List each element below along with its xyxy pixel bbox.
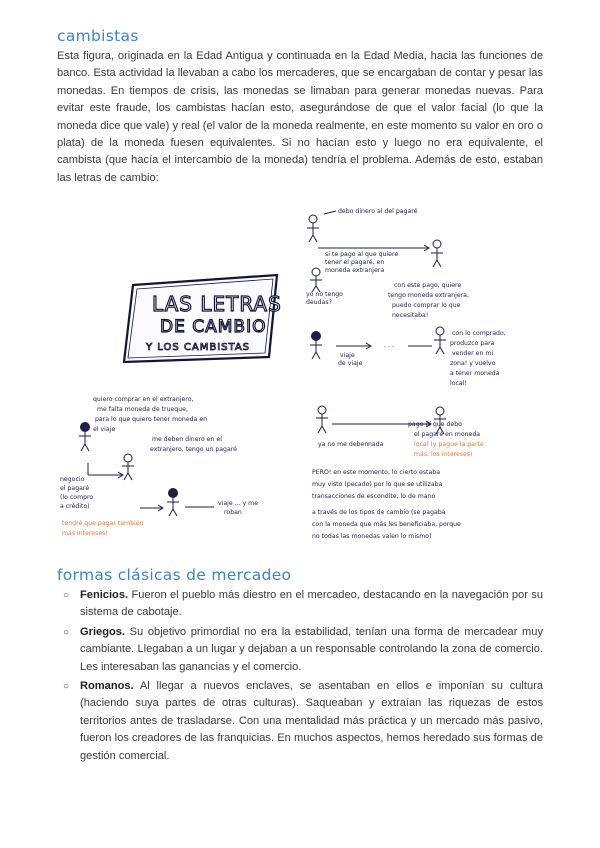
note-con-lo-comprado: con lo comprado, <box>452 330 506 337</box>
stick-figure-robbed <box>167 488 179 516</box>
list-item-romanos <box>57 678 543 765</box>
note-con-la-moneda: con la moneda que más les beneficiaba, porque <box>312 521 461 528</box>
term-romanos: Romanos. <box>80 680 134 693</box>
note-pagare-moneda: el pagaré en moneda <box>414 431 481 438</box>
note-transacciones: transacciones de escondite, lo de mano <box>312 493 436 500</box>
note-para-lo-que: para lo que quiero tener moneda en <box>95 416 208 423</box>
note-de-viaje: de viaje <box>338 360 363 367</box>
note-tengo-moneda: tengo moneda extranjera, <box>388 292 469 299</box>
note-pero: PERO! en este momento, lo cierto estaba <box>312 469 440 476</box>
note-tendre-intereses: tendré que pagar también <box>62 520 144 527</box>
bullet-icon: ○ <box>63 590 70 601</box>
stick-figure-creditor <box>122 454 134 480</box>
sign-line-3: Y LOS CAMBISTAS <box>146 342 251 353</box>
note-quiero-comprar: quiero comprar en el extranjero, <box>93 396 194 403</box>
list-item-griegos <box>57 624 543 676</box>
text-griegos: Su objetivo primordial no era la estabilidad, tenían una forma de mercadear muy cambiante. Llegaban a un lugar y dejaban a un responsable controlando la zona de comercio. Les interesaban las ganancias y el comercio. <box>80 625 543 673</box>
note-viaje-y-me: viaje ... y me <box>218 500 258 507</box>
note-moneda-extranjera: moneda extranjera <box>325 267 385 274</box>
note-el-pagare: el pagaré <box>60 485 90 492</box>
bullet-icon: ○ <box>63 626 70 638</box>
list-item-fenicios <box>57 587 543 622</box>
note-a-tener: a tener moneda <box>450 370 500 377</box>
section-title-formas-mercadeo: formas clásicas de mercadeo <box>57 566 292 584</box>
note-vender: vender en mi <box>452 350 494 357</box>
stick-figure-producer <box>434 327 446 354</box>
sign-line-2: DE CAMBIO <box>160 317 267 337</box>
stick-figure-payer <box>316 406 328 433</box>
note-debo-dinero: debo dinero al del pagaré <box>338 208 418 215</box>
note-local-paga: local (y pague la parte <box>414 441 484 448</box>
note-zona: zona! y vuelvo <box>450 360 496 367</box>
stick-figure-traveler <box>310 331 322 359</box>
bullet-icon: ○ <box>63 681 70 693</box>
text-fenicios: Fueron el pueblo más diestro en el mercadeo, destacando en la navegación por su sistema de cabotaje. <box>80 589 543 619</box>
note-local: local! <box>450 380 467 387</box>
note-nada: nada <box>368 441 384 448</box>
note-si-te-pago: si te pago al que quiere <box>325 251 399 258</box>
note-mas-intereses2: más, los intereses) <box>414 451 473 458</box>
note-deudas: deudas? <box>306 299 332 306</box>
note-no-todas: no todas las monedas valen lo mismo) <box>312 533 432 540</box>
note-me-falta: me falta moneda de trueque, <box>97 406 188 413</box>
note-negocio: negocio <box>60 476 85 483</box>
stick-figure-buyer <box>79 422 91 451</box>
letras-de-cambio-sign <box>124 275 282 362</box>
text-romanos: Al llegar a nuevos enclaves, se asentaban en ellos e imponían su cultura (haciendo suya partes de otras culturas). Saqueaban y extraían las riquezas de estos territorios antes de trasladarse. Con una mentalidad más práctica y un mercado más pasivo, fueron los creadores de las franquicias. En muchos aspectos, hemos heredado sus formas de gestión comercial. <box>80 680 543 762</box>
note-pago-al-que: pago al que debo <box>408 421 462 428</box>
section-title-cambistas: cambistas <box>57 27 139 45</box>
note-lo-compro: (lo compro <box>60 494 94 501</box>
term-griegos: Griegos. <box>80 625 126 638</box>
note-necesitaba: necesitaba! <box>392 312 429 319</box>
note-el-viaje: el viaje <box>93 426 116 433</box>
intro-paragraph: Esta figura, originada en la Edad Antigua y continuada en la Edad Media, hacia las funciones de banco. Esta actividad la llevaban a cabo los mercaderes, que se encargaban de contar y pesar las monedas. En tiempos de crisis, las monedas se limaban para generar monedas nuevas. Para evitar este fraude, los cambistas hacían esto, asegurándose de que el valor facial (lo que la moneda dice que vale) y real (el valor de la moneda realmente, en este momento su valor en oro o plata) de la moneda fuesen equivalentes. Si no hacían esto y luego no era equivalente, el cambista (que hacía el intercambio de la moneda) tendría el problema. Además de esto, estaban las letras de cambio: <box>57 50 543 184</box>
note-ya-no-me: ya no me deben <box>318 441 369 448</box>
note-dots: . . . <box>384 342 394 349</box>
stick-figure-merchant <box>310 268 322 292</box>
note-con-este-pago: con este pago, quiere <box>394 282 462 289</box>
note-extranjero-pagare: extranjero, tengo un pagaré <box>150 446 237 453</box>
note-roban: roban <box>224 509 242 516</box>
note-mas-intereses: más intereses! <box>62 530 108 537</box>
note-me-deben: me deben dinero en el <box>152 436 222 443</box>
note-no-tengo: yo no tengo <box>306 291 343 298</box>
sign-line-1: LAS LETRAS <box>152 292 282 316</box>
note-puedo-comprar: puedo comprar lo que <box>392 302 461 309</box>
stick-figure-debtor <box>307 215 319 242</box>
stick-figure-receiver <box>431 240 443 267</box>
note-produzco: produzco para <box>450 340 495 347</box>
note-muy-visto: muy visto (pecado) por lo que se utilizaba <box>312 481 443 488</box>
mercadeo-list <box>57 587 543 767</box>
note-a-traves: a través de los tipos de cambio (se pagaba <box>312 509 446 516</box>
term-fenicios: Fenicios. <box>80 589 129 601</box>
note-viaje: viaje <box>340 352 355 359</box>
note-a-credito: a crédito) <box>60 503 90 510</box>
note-tener-pagare: tener el pagaré, en <box>325 259 385 266</box>
